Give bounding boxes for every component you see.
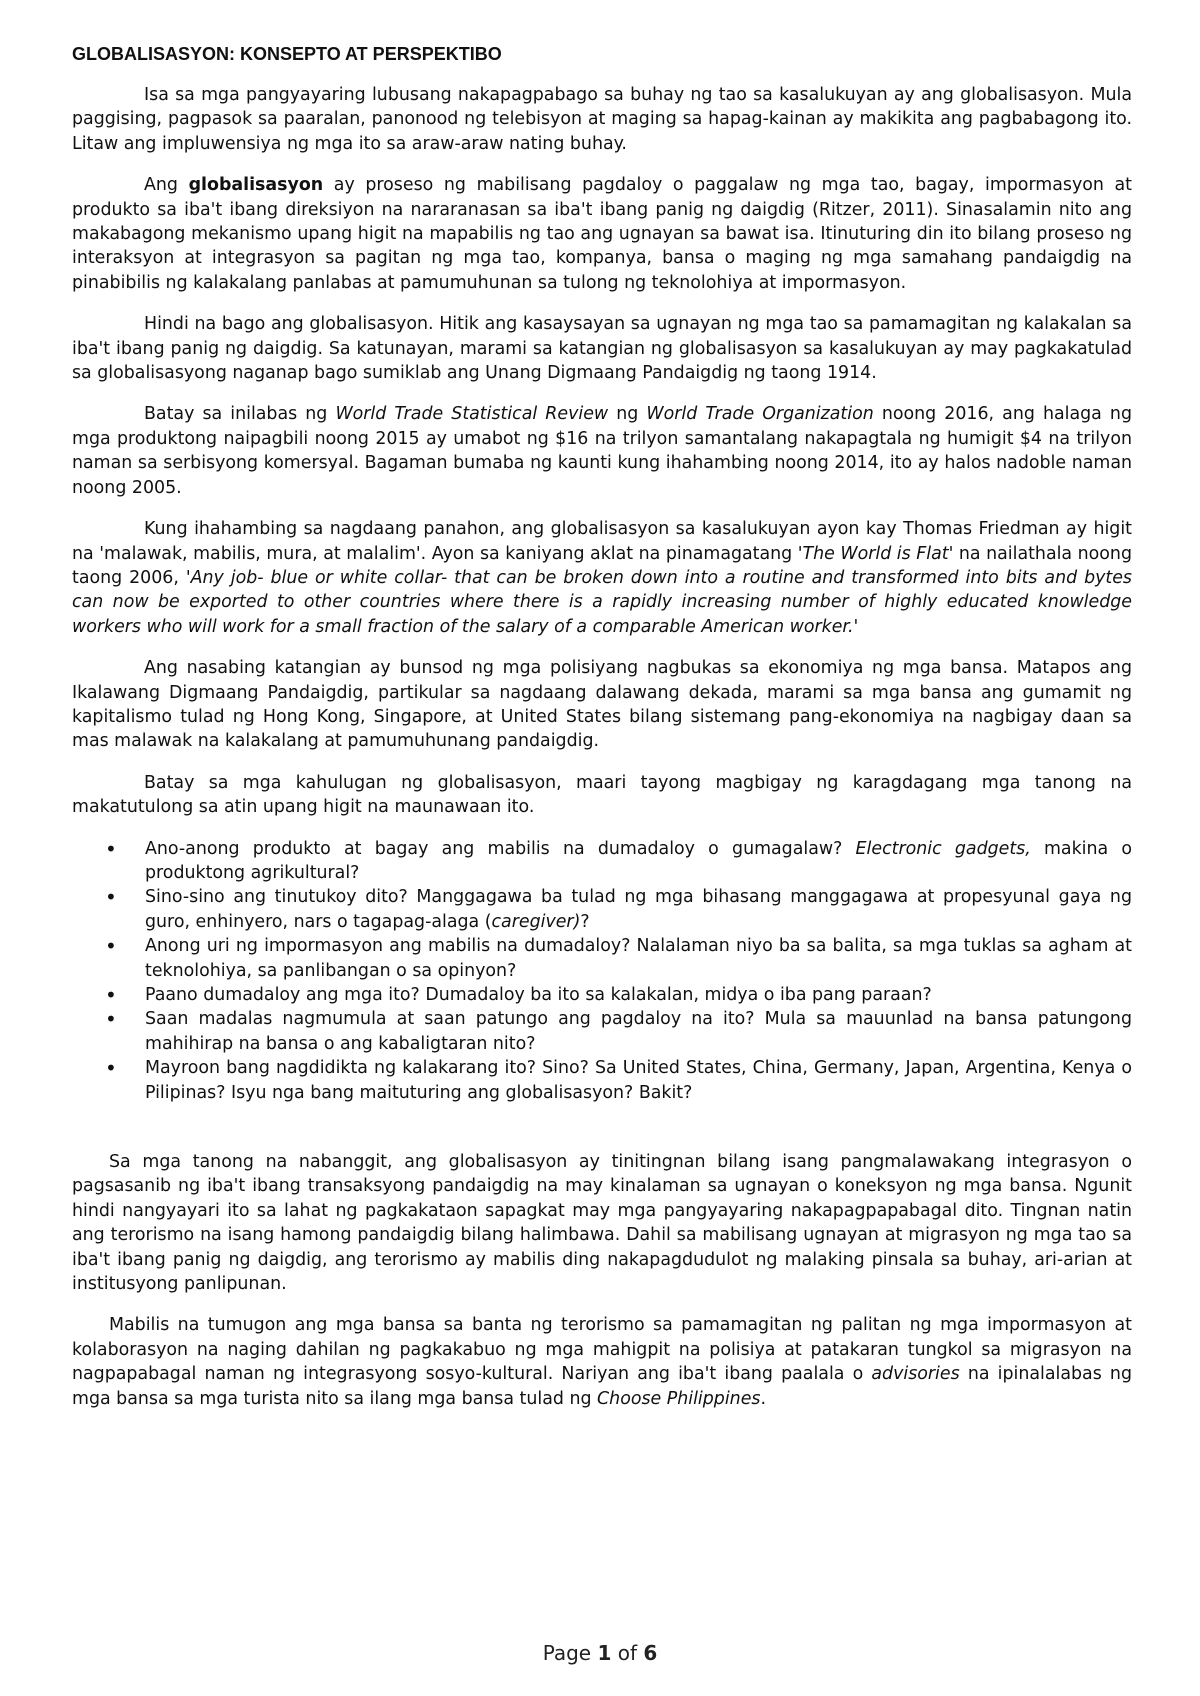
italic-title: World Trade Statistical Review — [335, 404, 609, 425]
list-item-text: Anong uri ng impormasyon ang mabilis na dumadaloy? Nalalaman niyo ba sa balita, sa mga tuklas sa agham at teknolohiya, sa panlibangan o sa opinyon? — [145, 936, 1132, 981]
paragraph-terrorism-text: Sa mga tanong na nabanggit, ang globalisasyon ay tinitingnan bilang isang pangmalawakang integrasyon o pagsasanib ng iba't ibang transaksyong pandaigdig na may kinalaman sa ugnayan o koneksyon ng mga bansa. Ngunit hindi nangyayari ito sa lahat ng pagkakataon sapagkat may mga pangyayaring nakapagpapabagal dito. Tingnan natin ang terorismo na isang hamong pandaigdig bilang halimbawa. Dahil sa mabilisang ugnayan at migrasyon ng mga tao sa iba't ibang panig ng daigdig, ang terorismo ay mabilis ding nakapagdudulot ng malaking pinsala sa buhay, ari-arian at institusyong panlipunan. — [72, 1152, 1132, 1295]
paragraph-response — [72, 1313, 1132, 1411]
total-pages-number: 6 — [643, 1641, 658, 1665]
list-item — [72, 983, 1132, 1007]
italic-organization: World Trade Organization — [646, 404, 874, 425]
list-item — [72, 885, 1132, 934]
list-item — [72, 1007, 1132, 1056]
list-item-text: Mayroon bang nagdidikta ng kalakarang ito? Sino? Sa United States, China, Germany, Japan, Argentina, Kenya o Pilipinas? Isyu nga bang maituturing ang globalisasyon? Bakit? — [145, 1058, 1132, 1103]
list-item-text: Paano dumadaloy ang mga ito? Dumadaloy ba ito sa kalakalan, midya o iba pang paraan? — [145, 985, 932, 1005]
section-spacer — [72, 1105, 1132, 1150]
italic-campaign: Choose Philippines — [597, 1388, 761, 1409]
list-item-text: Saan madalas nagmumula at saan patungo ang pagdaloy na ito? Mula sa mauunlad na bansa patungong mahihirap na bansa o ang kabaligtaran nito? — [145, 1009, 1132, 1054]
text-segment: Sino-sino ang tinutukoy dito? Manggagawa ba tulad ng mga bihasang manggagawa at propesyunal gaya ng guro, enhinyero, nars o tagapag-alaga ( — [145, 887, 1132, 932]
bold-term: globalisasyon — [188, 175, 324, 196]
list-item — [72, 934, 1132, 983]
list-item — [72, 837, 1132, 886]
paragraph-policies-text: Ang nasabing katangian ay bunsod ng mga polisiyang nagbukas sa ekonomiya ng mga bansa. Matapos ang Ikalawang Digmaang Pandaigdig, partikular sa nagdaang dalawang dekada, marami sa mga bansa ang gumamit ng kapitalismo tulad ng Hong Kong, Singapore, at United States bilang sistemang pang-ekonomiya na nagbigay daan sa mas malawak na kalakalang at pamumuhunang pandaigdig. — [72, 658, 1132, 752]
current-page-number: 1 — [597, 1641, 612, 1665]
text-segment: na ipinalalabas ng mga bansa sa mga turista nito sa ilang mga bansa tulad ng — [72, 1364, 1132, 1409]
document-page — [72, 42, 1132, 1428]
italic-term: advisories — [871, 1364, 960, 1385]
bullet-icon: • — [105, 836, 117, 861]
page-footer — [0, 1641, 1200, 1665]
text-segment: Kung ihahambing sa nagdaang panahon, ang globalisasyon sa kasalukuyan ayon kay Thomas Friedman ay higit na 'malawak, mabilis, mura, at malalim'. Ayon sa kaniyang aklat na pinamagatang ' — [72, 519, 1132, 564]
question-list — [72, 837, 1132, 1105]
paragraph-questions-intro — [72, 771, 1132, 820]
bullet-icon: • — [105, 1007, 117, 1032]
text-segment: noong 2016, ang halaga ng mga produktong naipagbili noong 2015 ay umabot ng $16 na trilyon samantalang nakapagtala ng humigit $4 na trilyon naman sa serbisyong komersyal. Bagaman bumaba ng kaunti kung ihahambing noong 2014, ito ay halos nadoble naman noong 2005. — [72, 404, 1132, 498]
paragraph-history — [72, 312, 1132, 385]
text-segment: . — [760, 1388, 766, 1409]
text-segment: Ano-anong produkto at bagay ang mabilis na dumadaloy o gumagalaw? — [145, 838, 856, 859]
paragraph-definition — [72, 173, 1132, 295]
text-segment: Ang — [144, 175, 189, 196]
text-segment: Mabilis na tumugon ang mga bansa sa banta ng terorismo sa pamamagitan ng palitan ng mga impormasyon at kolaborasyon na naging dahilan ng pagkakabuo ng mga mahigpit na polisiya at patakaran tungkol sa migrasyon na nagpapabagal naman ng integrasyong sosyo-kultural. Nariyan ang iba't ibang paalala o — [72, 1315, 1132, 1385]
paragraph-policies — [72, 656, 1132, 754]
page-label: Page — [542, 1641, 598, 1665]
document-title: GLOBALISASYON: KONSEPTO AT PERSPEKTIBO — [72, 44, 502, 64]
page-of-label: of — [611, 1641, 644, 1665]
text-segment: ng — [608, 404, 647, 425]
text-segment: ay proseso ng mabilisang pagdaloy o paggalaw ng mga tao, bagay, impormasyon at produkto sa iba't ibang direksiyon na nararanasan sa iba't ibang panig ng daigdig (Ritzer, 2011). Sinasalamin nito ang makabagong mekanismo upang higit na mapabilis ng tao ang ugnayan sa bawat isa. Itinuturing din ito bilang proseso ng interaksyon at integrasyon sa pagitan ng mga tao, kompanya, bansa o maging ng mga samahang pandaigdig na pinabibilis ng kalakalang panlabas at pamumuhunan sa tulong ng teknolohiya at impormasyon. — [72, 175, 1132, 293]
paragraph-history-text: Hindi na bago ang globalisasyon. Hitik ang kasaysayan sa ugnayan ng mga tao sa pamamagitan ng kalakalan sa iba't ibang panig ng daigdig. Sa katunayan, marami sa katangian ng globalisasyon sa kasalukuyan ay may pagkakatulad sa globalisasyong naganap bago sumiklab ang Unang Digmaang Pandaigdig ng taong 1914. — [72, 314, 1132, 384]
bullet-icon: • — [105, 983, 117, 1007]
italic-quote: 'Any job- blue or white collar- that can be broken down into a routine and transformed into bits and bytes can now be exported to other countries where there is a rapidly increasing number of highly educated knowledge workers who will work for a small fraction of the salary of a comparable American worker.' — [72, 567, 1132, 637]
text-segment: makina o produktong agrikultural? — [145, 838, 1133, 883]
paragraph-questions-intro-text: Batay sa mga kahulugan ng globalisasyon, maari tayong magbigay ng karagdagang mga tanong na makatutulong sa atin upang higit na maunawaan ito. — [72, 772, 1132, 818]
text-segment: ? — [580, 911, 590, 932]
italic-book-title: The World is Flat — [802, 543, 949, 564]
bullet-icon: • — [105, 885, 117, 910]
text-segment: Batay sa inilabas ng — [144, 404, 336, 425]
paragraph-intro — [72, 83, 1132, 156]
italic-term: Electronic gadgets, — [855, 838, 1031, 859]
paragraph-intro-text: Isa sa mga pangyayaring lubusang nakapagpabago sa buhay ng tao sa kasalukuyan ay ang globalisasyon. Mula paggising, pagpasok sa paaralan, panonood ng telebisyon at maging sa hapag-kainan ay makikita ang pagbabagong ito. Litaw ang impluwensiya ng mga ito sa araw-araw nating buhay. — [72, 85, 1132, 154]
paragraph-trade-statistics — [72, 402, 1132, 500]
paragraph-terrorism — [72, 1150, 1132, 1296]
paragraph-friedman — [72, 517, 1132, 639]
list-item — [72, 1056, 1132, 1105]
bullet-icon: • — [105, 1056, 117, 1081]
text-segment: ' na nailathala noong taong 2006, — [72, 543, 1132, 588]
italic-term: caregiver) — [491, 911, 581, 932]
bullet-icon: • — [105, 934, 117, 959]
